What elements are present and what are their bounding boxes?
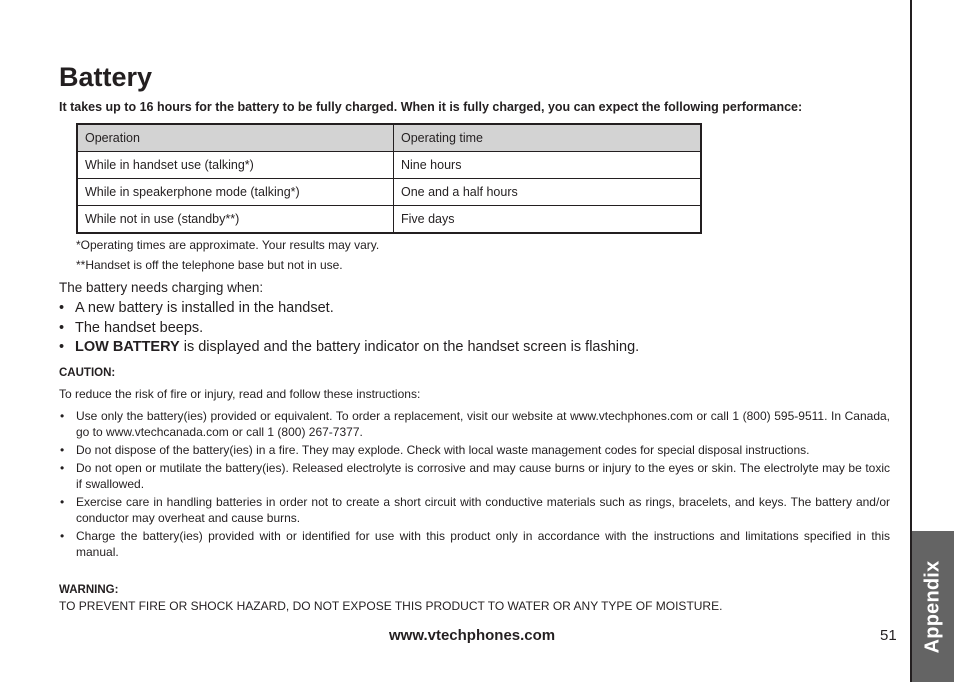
table-row bbox=[77, 206, 701, 234]
list-item-text: The handset beeps. bbox=[75, 319, 204, 336]
list-item bbox=[59, 442, 890, 458]
performance-table bbox=[76, 123, 702, 234]
list-item bbox=[59, 528, 890, 560]
page-title: Battery bbox=[59, 62, 153, 92]
bullet-icon: • bbox=[60, 443, 65, 457]
footnote-standby: **Handset is off the telephone base but not in use. bbox=[76, 258, 343, 272]
caution-list bbox=[59, 408, 890, 562]
bullet-icon: • bbox=[60, 529, 65, 543]
table-cell: While not in use (standby**) bbox=[77, 206, 394, 234]
table-row bbox=[77, 152, 701, 179]
table-cell: One and a half hours bbox=[394, 179, 702, 206]
bullet-icon: • bbox=[60, 461, 65, 475]
list-item-text: Charge the battery(ies) provided with or identified for use with this product only in accordance with the instructions and limitations specified in this manual. bbox=[76, 529, 890, 559]
list-item-bold: LOW BATTERY bbox=[75, 339, 180, 355]
footer-url: www.vtechphones.com bbox=[389, 627, 556, 644]
caution-heading: CAUTION: bbox=[59, 367, 116, 379]
caution-intro: To reduce the risk of fire or injury, read and follow these instructions: bbox=[59, 387, 421, 401]
side-tab-label: Appendix bbox=[921, 560, 944, 653]
list-item bbox=[59, 299, 889, 319]
list-item-text: A new battery is installed in the handset. bbox=[75, 300, 334, 316]
bullet-icon: • bbox=[59, 319, 65, 336]
bullet-icon: • bbox=[59, 300, 65, 316]
list-item bbox=[59, 408, 890, 440]
charging-list bbox=[59, 299, 889, 358]
list-item bbox=[59, 338, 889, 358]
list-item bbox=[59, 319, 889, 339]
list-item-text: Exercise care in handling batteries in order not to create a short circuit with conductive materials such as rings, bracelets, and keys. The battery and/or conductor may overheat and cause burns. bbox=[76, 495, 890, 525]
list-item bbox=[59, 494, 890, 526]
appendix-side-tab[interactable] bbox=[912, 531, 954, 682]
table-cell: Five days bbox=[394, 206, 702, 234]
list-item-text: Do not open or mutilate the battery(ies). Released electrolyte is corrosive and may cause burns or injury to the eyes or skin. The electrolyte may be toxic if swallowed. bbox=[76, 461, 890, 491]
table-cell: While in handset use (talking*) bbox=[77, 152, 394, 179]
list-item-text: Do not dispose of the battery(ies) in a fire. They may explode. Check with local waste management codes for special disposal instructions. bbox=[76, 443, 810, 457]
bullet-icon: • bbox=[59, 339, 65, 355]
list-item-text: is displayed and the battery indicator on the handset screen is flashing. bbox=[179, 339, 640, 355]
intro-text: It takes up to 16 hours for the battery to be fully charged. When it is fully charged, you can expect the following performance: bbox=[59, 100, 803, 114]
list-item-text: Use only the battery(ies) provided or equivalent. To order a replacement, visit our website at www.vtechphones.com or call 1 (800) 595-9511. In Canada, go to www.vtechcanada.com or call 1 (800) 267-7377. bbox=[76, 409, 890, 439]
table-cell: Nine hours bbox=[394, 152, 702, 179]
table-header-cell: Operating time bbox=[394, 124, 702, 152]
footnote-operating-times: *Operating times are approximate. Your results may vary. bbox=[76, 238, 380, 252]
warning-text: TO PREVENT FIRE OR SHOCK HAZARD, DO NOT EXPOSE THIS PRODUCT TO WATER OR ANY TYPE OF MOISTURE. bbox=[59, 599, 723, 613]
bullet-icon: • bbox=[60, 409, 65, 423]
table-header-row bbox=[77, 124, 701, 152]
table-cell: While in speakerphone mode (talking*) bbox=[77, 179, 394, 206]
table-row bbox=[77, 179, 701, 206]
bullet-icon: • bbox=[60, 495, 65, 509]
list-item bbox=[59, 460, 890, 492]
charging-lead: The battery needs charging when: bbox=[59, 280, 264, 295]
warning-heading: WARNING: bbox=[59, 584, 119, 596]
page-number: 51 bbox=[880, 627, 897, 644]
table-header-cell: Operation bbox=[77, 124, 394, 152]
